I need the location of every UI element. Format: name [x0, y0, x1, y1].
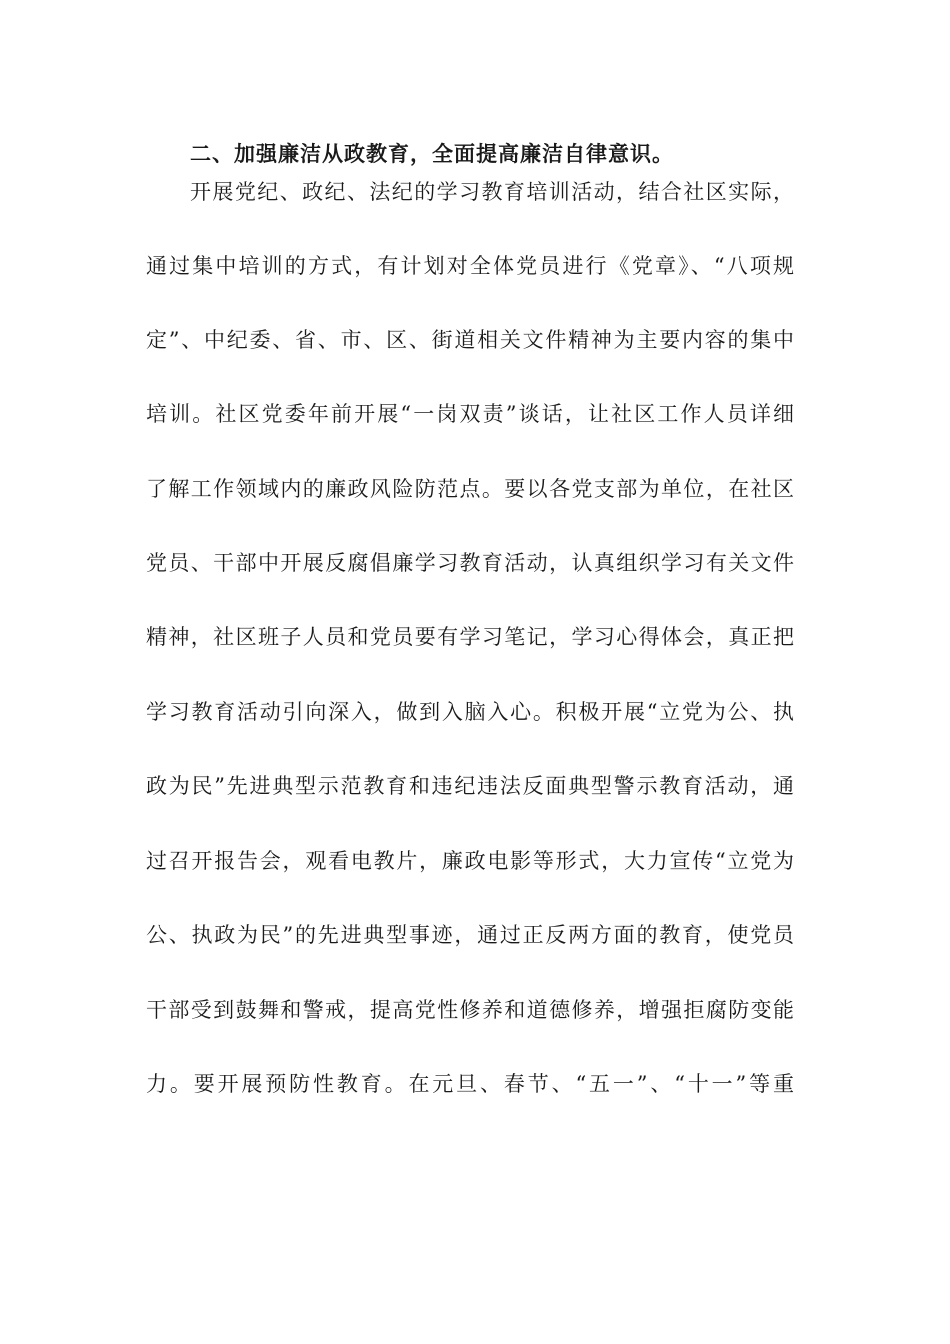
paragraph-line: 通过集中培训的方式，有计划对全体党员进行《党章》、“八项规 — [146, 254, 794, 278]
section-heading: 二、加强廉洁从政教育，全面提高廉洁自律意识。 — [190, 141, 674, 166]
paragraph-line: 力。要开展预防性教育。在元旦、春节、“五一”、“十一”等重 — [146, 1072, 794, 1096]
paragraph-line: 过召开报告会，观看电教片，廉政电影等形式，大力宣传“立党为 — [146, 849, 794, 873]
paragraph-line: 定”、中纪委、省、市、区、街道相关文件精神为主要内容的集中 — [146, 328, 794, 352]
paragraph-line: 干部受到鼓舞和警戒，提高党性修养和道德修养，增强拒腐防变能 — [146, 998, 794, 1022]
paragraph-line: 培训。社区党委年前开展“一岗双责”谈话，让社区工作人员详细 — [146, 402, 794, 426]
paragraph-line: 公、执政为民”的先进典型事迹，通过正反两方面的教育，使党员 — [146, 923, 794, 947]
paragraph-line: 精神，社区班子人员和党员要有学习笔记，学习心得体会，真正把 — [146, 625, 794, 649]
paragraph-line: 了解工作领域内的廉政风险防范点。要以各党支部为单位，在社区 — [146, 477, 794, 501]
paragraph-line: 政为民”先进典型示范教育和违纪违法反面典型警示教育活动，通 — [146, 774, 794, 798]
paragraph-line: 党员、干部中开展反腐倡廉学习教育活动，认真组织学习有关文件 — [146, 551, 794, 575]
paragraph-line: 学习教育活动引向深入，做到入脑入心。积极开展“立党为公、执 — [146, 700, 794, 724]
paragraph-line: 开展党纪、政纪、法纪的学习教育培训活动，结合社区实际， — [190, 180, 794, 204]
